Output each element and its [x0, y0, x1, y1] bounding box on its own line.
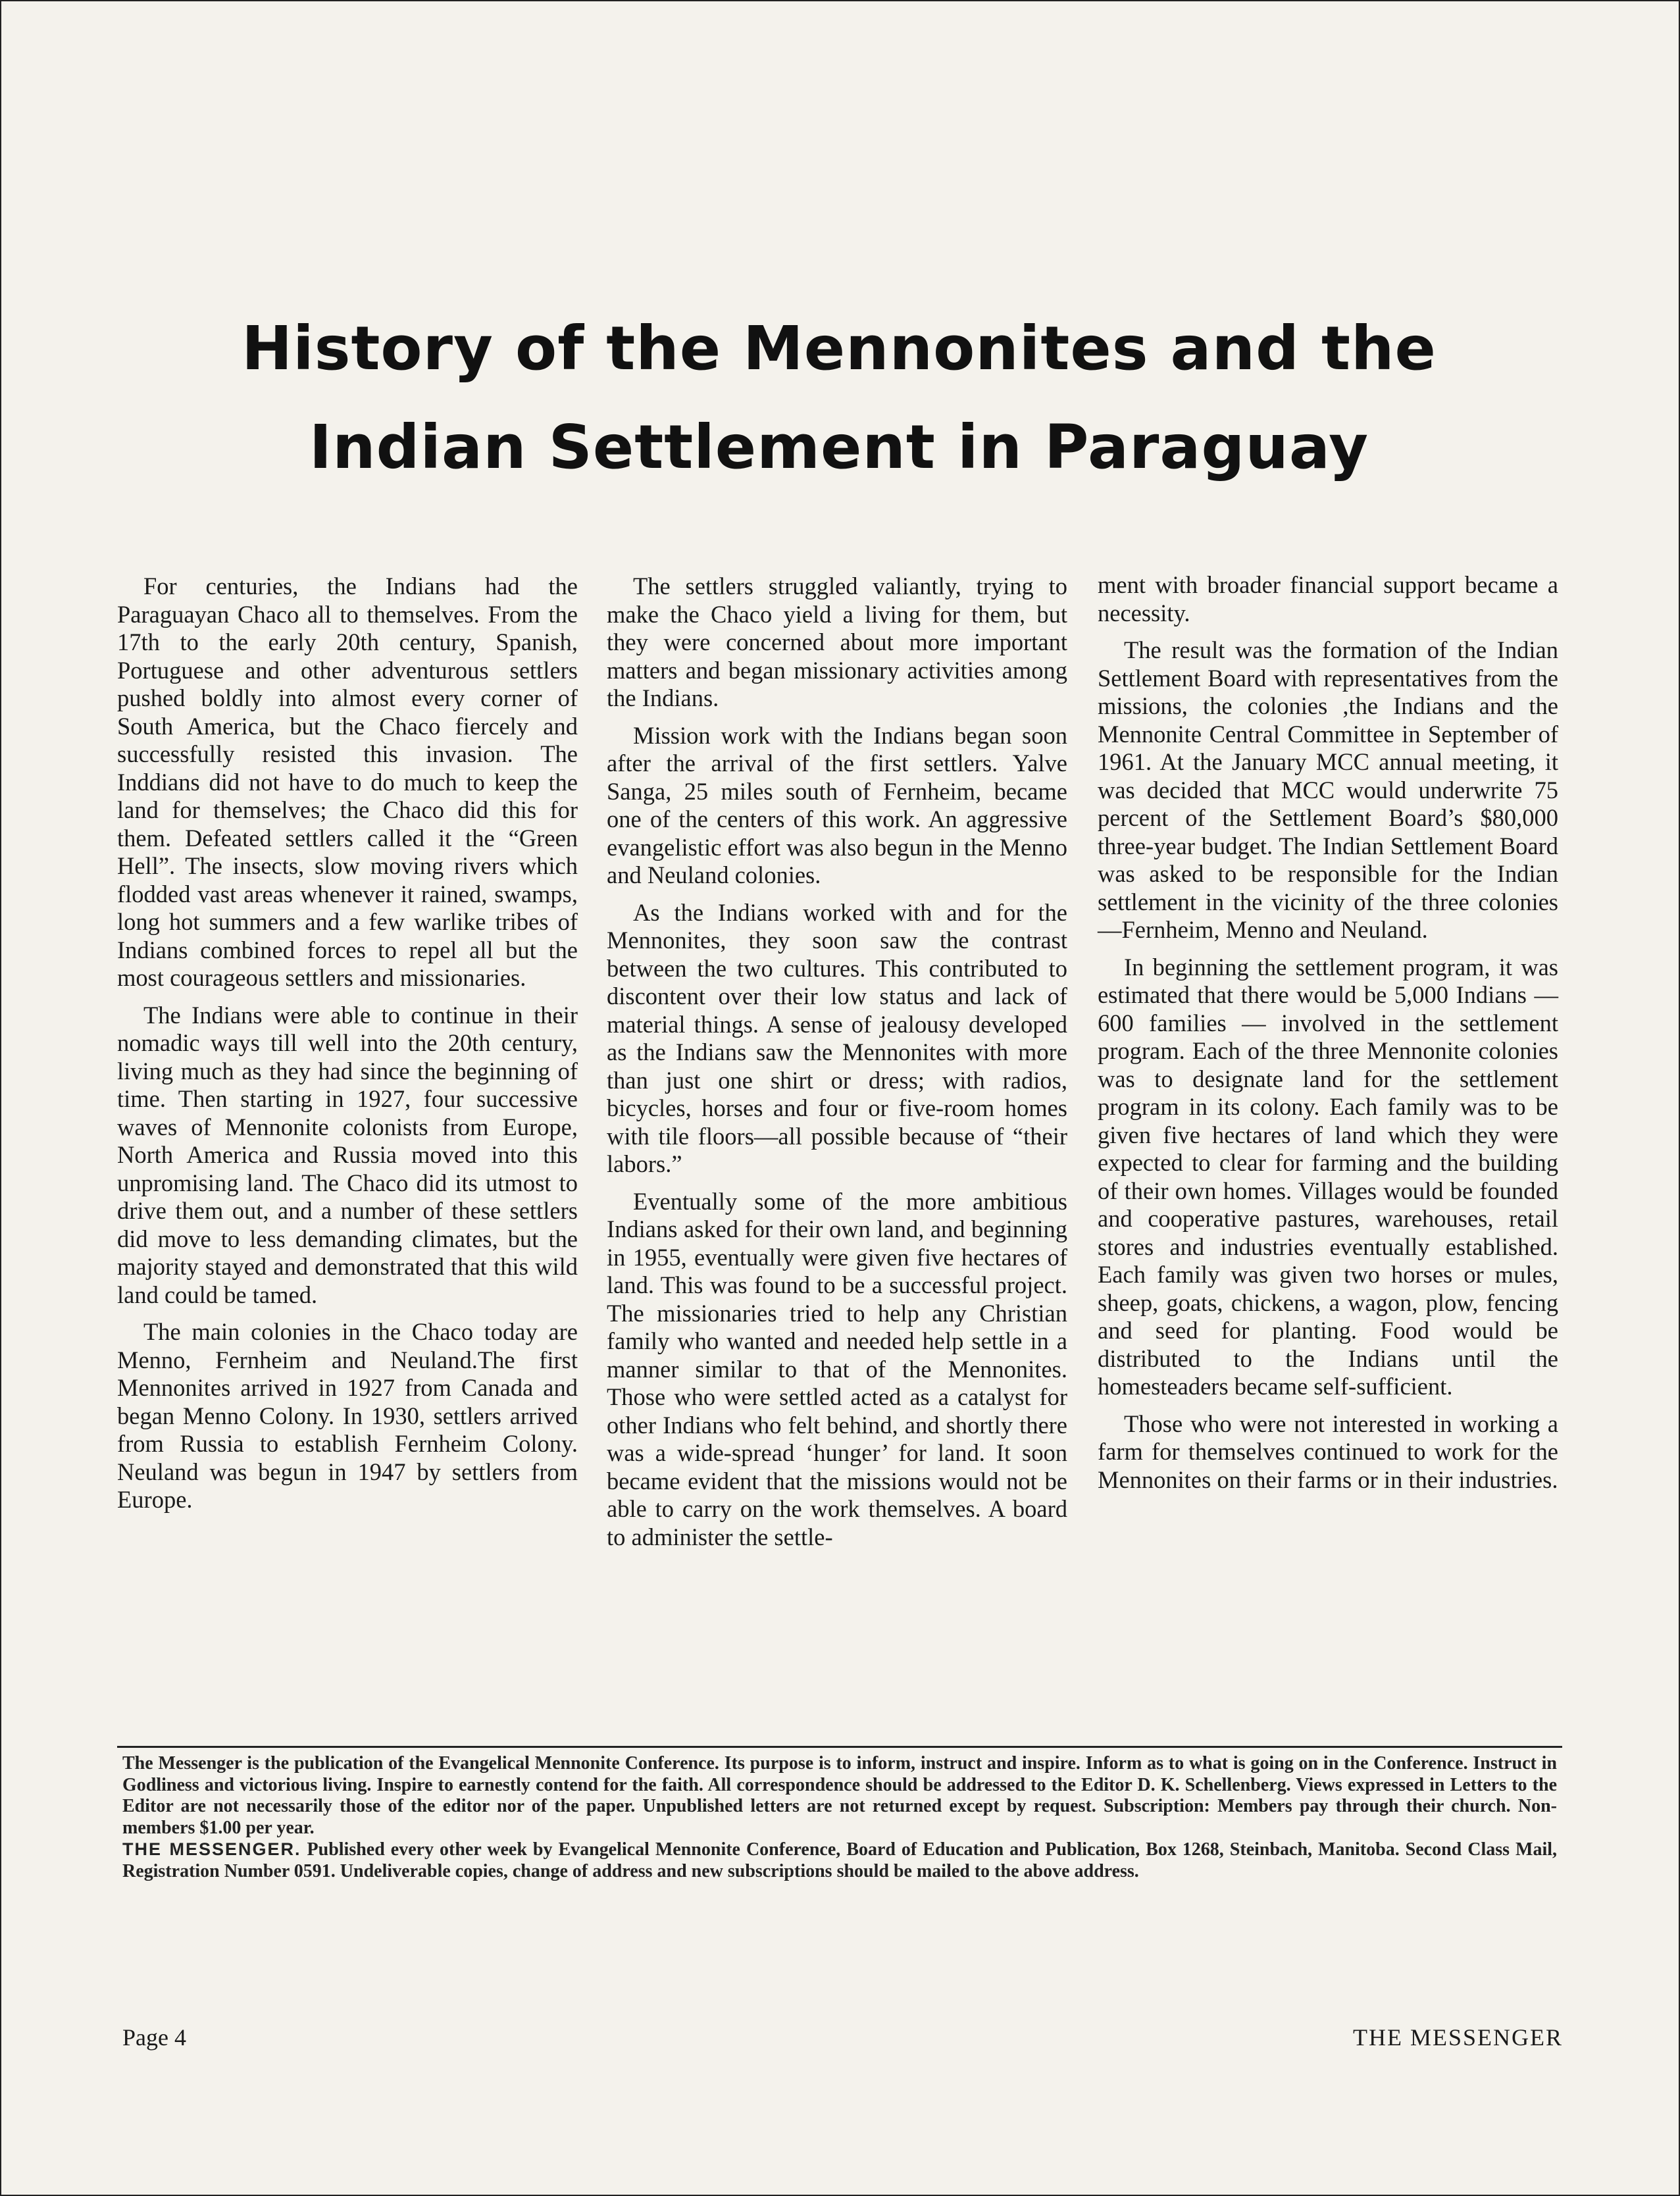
article-column-2 [607, 573, 1067, 1560]
masthead-statement: The Messenger is the publication of the Evangelical Mennonite Conference. Its purpose is to inform, instruct and inspire. Inform as to what is going on in the Conference. Instruct in Godliness and victorious living. Inspire to earnestly contend for the faith. All correspondence should be addressed to the Editor D. K. Schellenberg. Views expressed in Letters to the Editor are not necessarily those of the editor nor of the paper. Unpublished letters are not returned except by request. Subscription: Members pay through their church. Non-members $1.00 per year. [122, 1753, 1557, 1838]
paragraph: The result was the formation of the Indian Settlement Board with representatives from the missions, the colonies ,the Indians and the Mennonite Central Committee in September of 1961. At the January MCC annual meeting, it was decided that MCC would underwrite 75 percent of the Settlement Board’s $80,000 three-year budget. The Indian Settlement Board was asked to be responsible for the Indian settlement in the vicinity of the three colonies—Fernheim, Menno and Neuland. [1098, 636, 1558, 943]
paragraph: The main colonies in the Chaco today are Menno, Fernheim and Neuland.The first Mennonites arrived in 1927 from Canada and began Menno Colony. In 1930, settlers arrived from Russia to establish Fernheim Colony. Neuland was begun in 1947 by settlers from Europe. [117, 1318, 578, 1513]
paragraph: Those who were not interested in working a farm for themselves continued to work for the Mennonites on their farms or in their industries. [1098, 1410, 1558, 1493]
article-column-3 [1098, 571, 1558, 1503]
paragraph: The Indians were able to continue in their nomadic ways till well into the 20th century, living much as they had since the beginning of time. Then starting in 1927, four successive waves of Mennonite colonists from Europe, North America and Russia moved into this unpromising land. The Chaco did its utmost to drive them out, and a number of these settlers did move to less demanding climates, but the majority stayed and demonstrated that this wild land could be tamed. [117, 1001, 578, 1308]
paragraph: In beginning the settlement program, it was estimated that there would be 5,000 Indians — 600 families — involved in the settlement program. Each of the three Mennonite colonies was to designate land for the settlement program in its colony. Each family was to be given five hectares of land which they were expected to clear for farming and the building of their own homes. Villages would be founded and cooperative pastures, warehouses, retail stores and industries eventually established. Each family was given two horses or mules, sheep, goats, chickens, a wagon, plow, fencing and seed for planting. Food would be distributed to the Indians until the homesteaders became self-sufficient. [1098, 953, 1558, 1400]
masthead-publisher: Published every other week by Evangelical Mennonite Conference, Board of Education and Publication, Box 1268, Steinbach, Manitoba. Second Class Mail, Registration Number 0591. Undeliverable copies, change of address and new subscriptions should be mailed to the above address. [122, 1839, 1557, 1881]
paragraph: Eventually some of the more ambitious Indians asked for their own land, and beginning in 1955, eventually were given five hectares of land. This was found to be a successful project. The missionaries tried to help any Christian family who wanted and needed help settle in a manner similar to that of the Mennonites. Those who were settled acted as a catalyst for other Indians who felt behind, and shortly there was a wide-spread ‘hunger’ for land. It soon became evident that the missions would not be able to carry on the work themselves. A board to administer the settle- [607, 1187, 1067, 1550]
article-column-1 [117, 573, 578, 1523]
masthead-box [122, 1753, 1557, 1882]
page-number: Page 4 [122, 2024, 186, 2051]
paragraph: Mission work with the Indians began soon after the arrival of the first settlers. Yalve Sanga, 25 miles south of Fernheim, became one of the centers of this work. An aggressive evangelistic effort was also begun in the Menno and Neuland colonies. [607, 721, 1067, 888]
footer-divider [117, 1746, 1562, 1748]
paragraph-continued: ment with broader financial support became a necessity. [1098, 571, 1558, 626]
masthead-publisher-info [122, 1839, 1557, 1882]
masthead-name: THE MESSENGER. [122, 1839, 301, 1859]
title-line-2: Indian Settlement in Paraguay [309, 412, 1369, 482]
paragraph: As the Indians worked with and for the Mennonites, they soon saw the contrast between the two cultures. This contributed to discontent over their low status and lack of material things. A sense of jealousy developed as the Indians saw the Mennonites with more than just one shirt or dress; with radios, bicycles, horses and four or five-room homes with tile floors—all possible because of “their labors.” [607, 898, 1067, 1177]
paragraph: For centuries, the Indians had the Paraguayan Chaco all to themselves. From the 17th to the early 20th century, Spanish, Portuguese and other adventurous settlers pushed boldly into almost every corner of South America, but the Chaco fiercely and successfully resisted this invasion. The Inddians did not have to do much to keep the land for themselves; the Chaco did this for them. Defeated settlers called it the “Green Hell”. The insects, slow moving rivers which flodded vast areas whenever it rained, swamps, long hot summers and a few warlike tribes of Indians combined forces to repel all but the most courageous settlers and missionaries. [117, 573, 578, 991]
article-title [165, 299, 1514, 497]
publication-name: THE MESSENGER [1352, 2024, 1563, 2051]
paragraph: The settlers struggled valiantly, trying to make the Chaco yield a living for them, but they were concerned about more important matters and began missionary activities among the Indians. [607, 573, 1067, 711]
title-line-1: History of the Mennonites and the [242, 313, 1437, 384]
